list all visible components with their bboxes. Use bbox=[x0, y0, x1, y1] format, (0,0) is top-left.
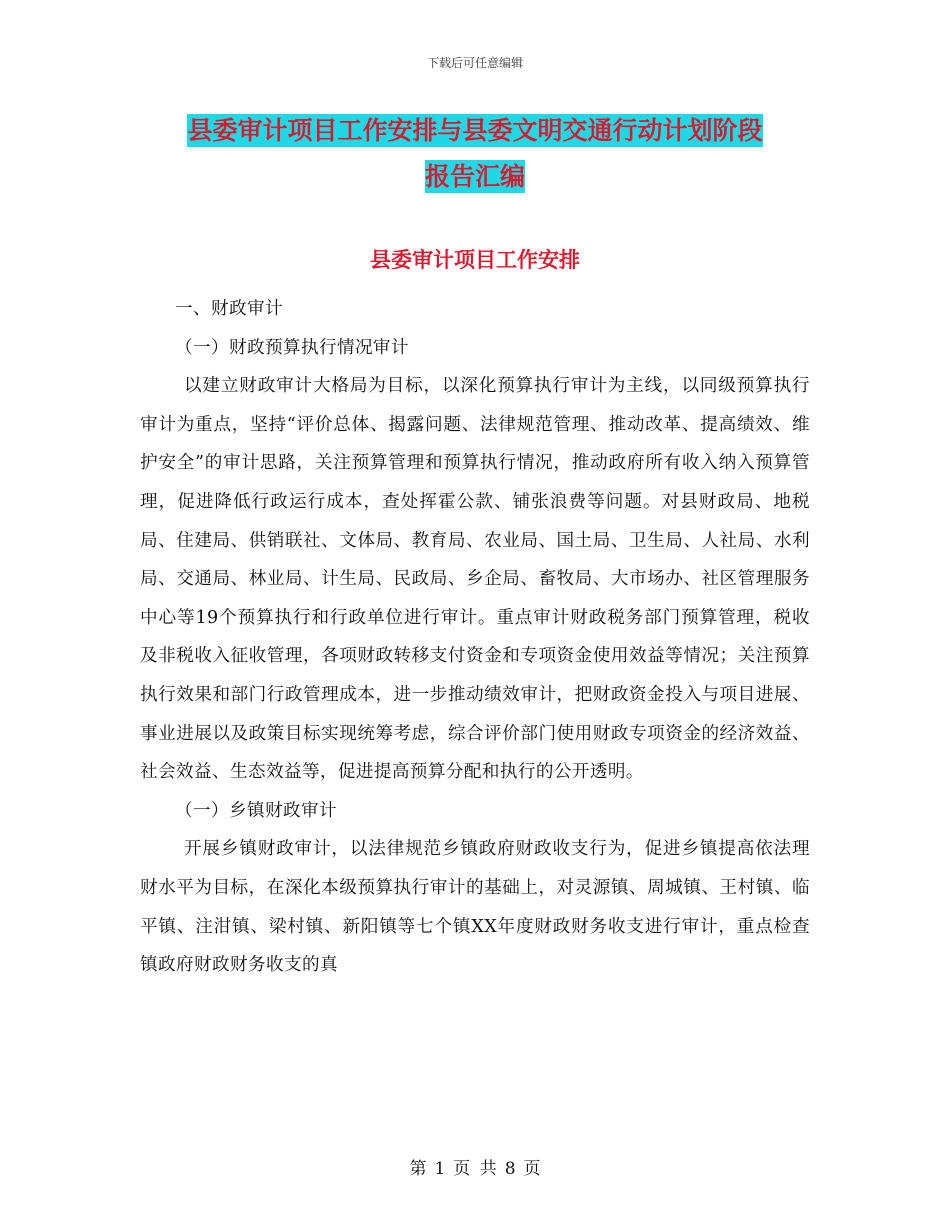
page-footer bbox=[0, 1154, 950, 1179]
paragraph-township-finance: 开展乡镇财政审计，以法律规范乡镇政府财政收支行为，促进乡镇提高依法理财水平为目标，在深化本级预算执行审计的基础上，对灵源镇、周城镇、王村镇、临平镇、注泔镇、梁村镇、新阳镇等七个镇XX年度财政财务收支进行审计，重点检查镇政府财政财务收支的真 bbox=[140, 839, 810, 976]
footer-middle: 页 共 bbox=[453, 1159, 497, 1179]
document-title bbox=[140, 108, 810, 200]
document-body bbox=[140, 290, 810, 985]
footer-suffix: 页 bbox=[523, 1159, 541, 1179]
document-title-line2: 报告汇编 bbox=[424, 162, 525, 191]
document-title-line1: 县委审计项目工作安排与县委文明交通行动计划阶段 bbox=[187, 116, 763, 145]
section-title: 县委审计项目工作安排 bbox=[370, 248, 580, 272]
subheading-township-finance: （一）乡镇财政审计 bbox=[175, 800, 337, 821]
footer-prefix: 第 bbox=[409, 1159, 427, 1179]
header-note: 下载后可任意编辑 bbox=[426, 56, 523, 70]
heading-finance-audit: 一、财政审计 bbox=[175, 299, 283, 319]
subheading-budget-execution: （一）财政预算执行情况审计 bbox=[175, 337, 409, 358]
page-number: 1 bbox=[434, 1159, 446, 1179]
paragraph-budget-execution: 以建立财政审计大格局为目标，以深化预算执行审计为主线，以同级预算执行审计为重点，坚持“评价总体、揭露问题、法律规范管理、推动改革、提高绩效、维护安全”的审计思路，关注预算管理和预算执行情况，推动政府所有收入纳入预算管理，促进降低行政运行成本，查处挥霍公款、铺张浪费等问题。对县财政局、地税局、住建局、供销联社、文体局、教育局、农业局、国土局、卫生局、人社局、水利局、交通局、林业局、计生局、民政局、乡企局、畜牧局、大市场办、社区管理服务中心等19个预算执行和行政单位进行审计。重点审计财政税务部门预算管理，税收及非税收入征收管理，各项财政转移支付资金和专项资金使用效益等情况；关注预算执行效果和部门行政管理成本，进一步推动绩效审计，把财政资金投入与项目进展、事业进展以及政策目标实现统筹考虑，综合评价部门使用财政专项资金的经济效益、社会效益、生态效益等，促进提高预算分配和执行的公开透明。 bbox=[140, 376, 810, 783]
page-total: 8 bbox=[504, 1159, 516, 1179]
